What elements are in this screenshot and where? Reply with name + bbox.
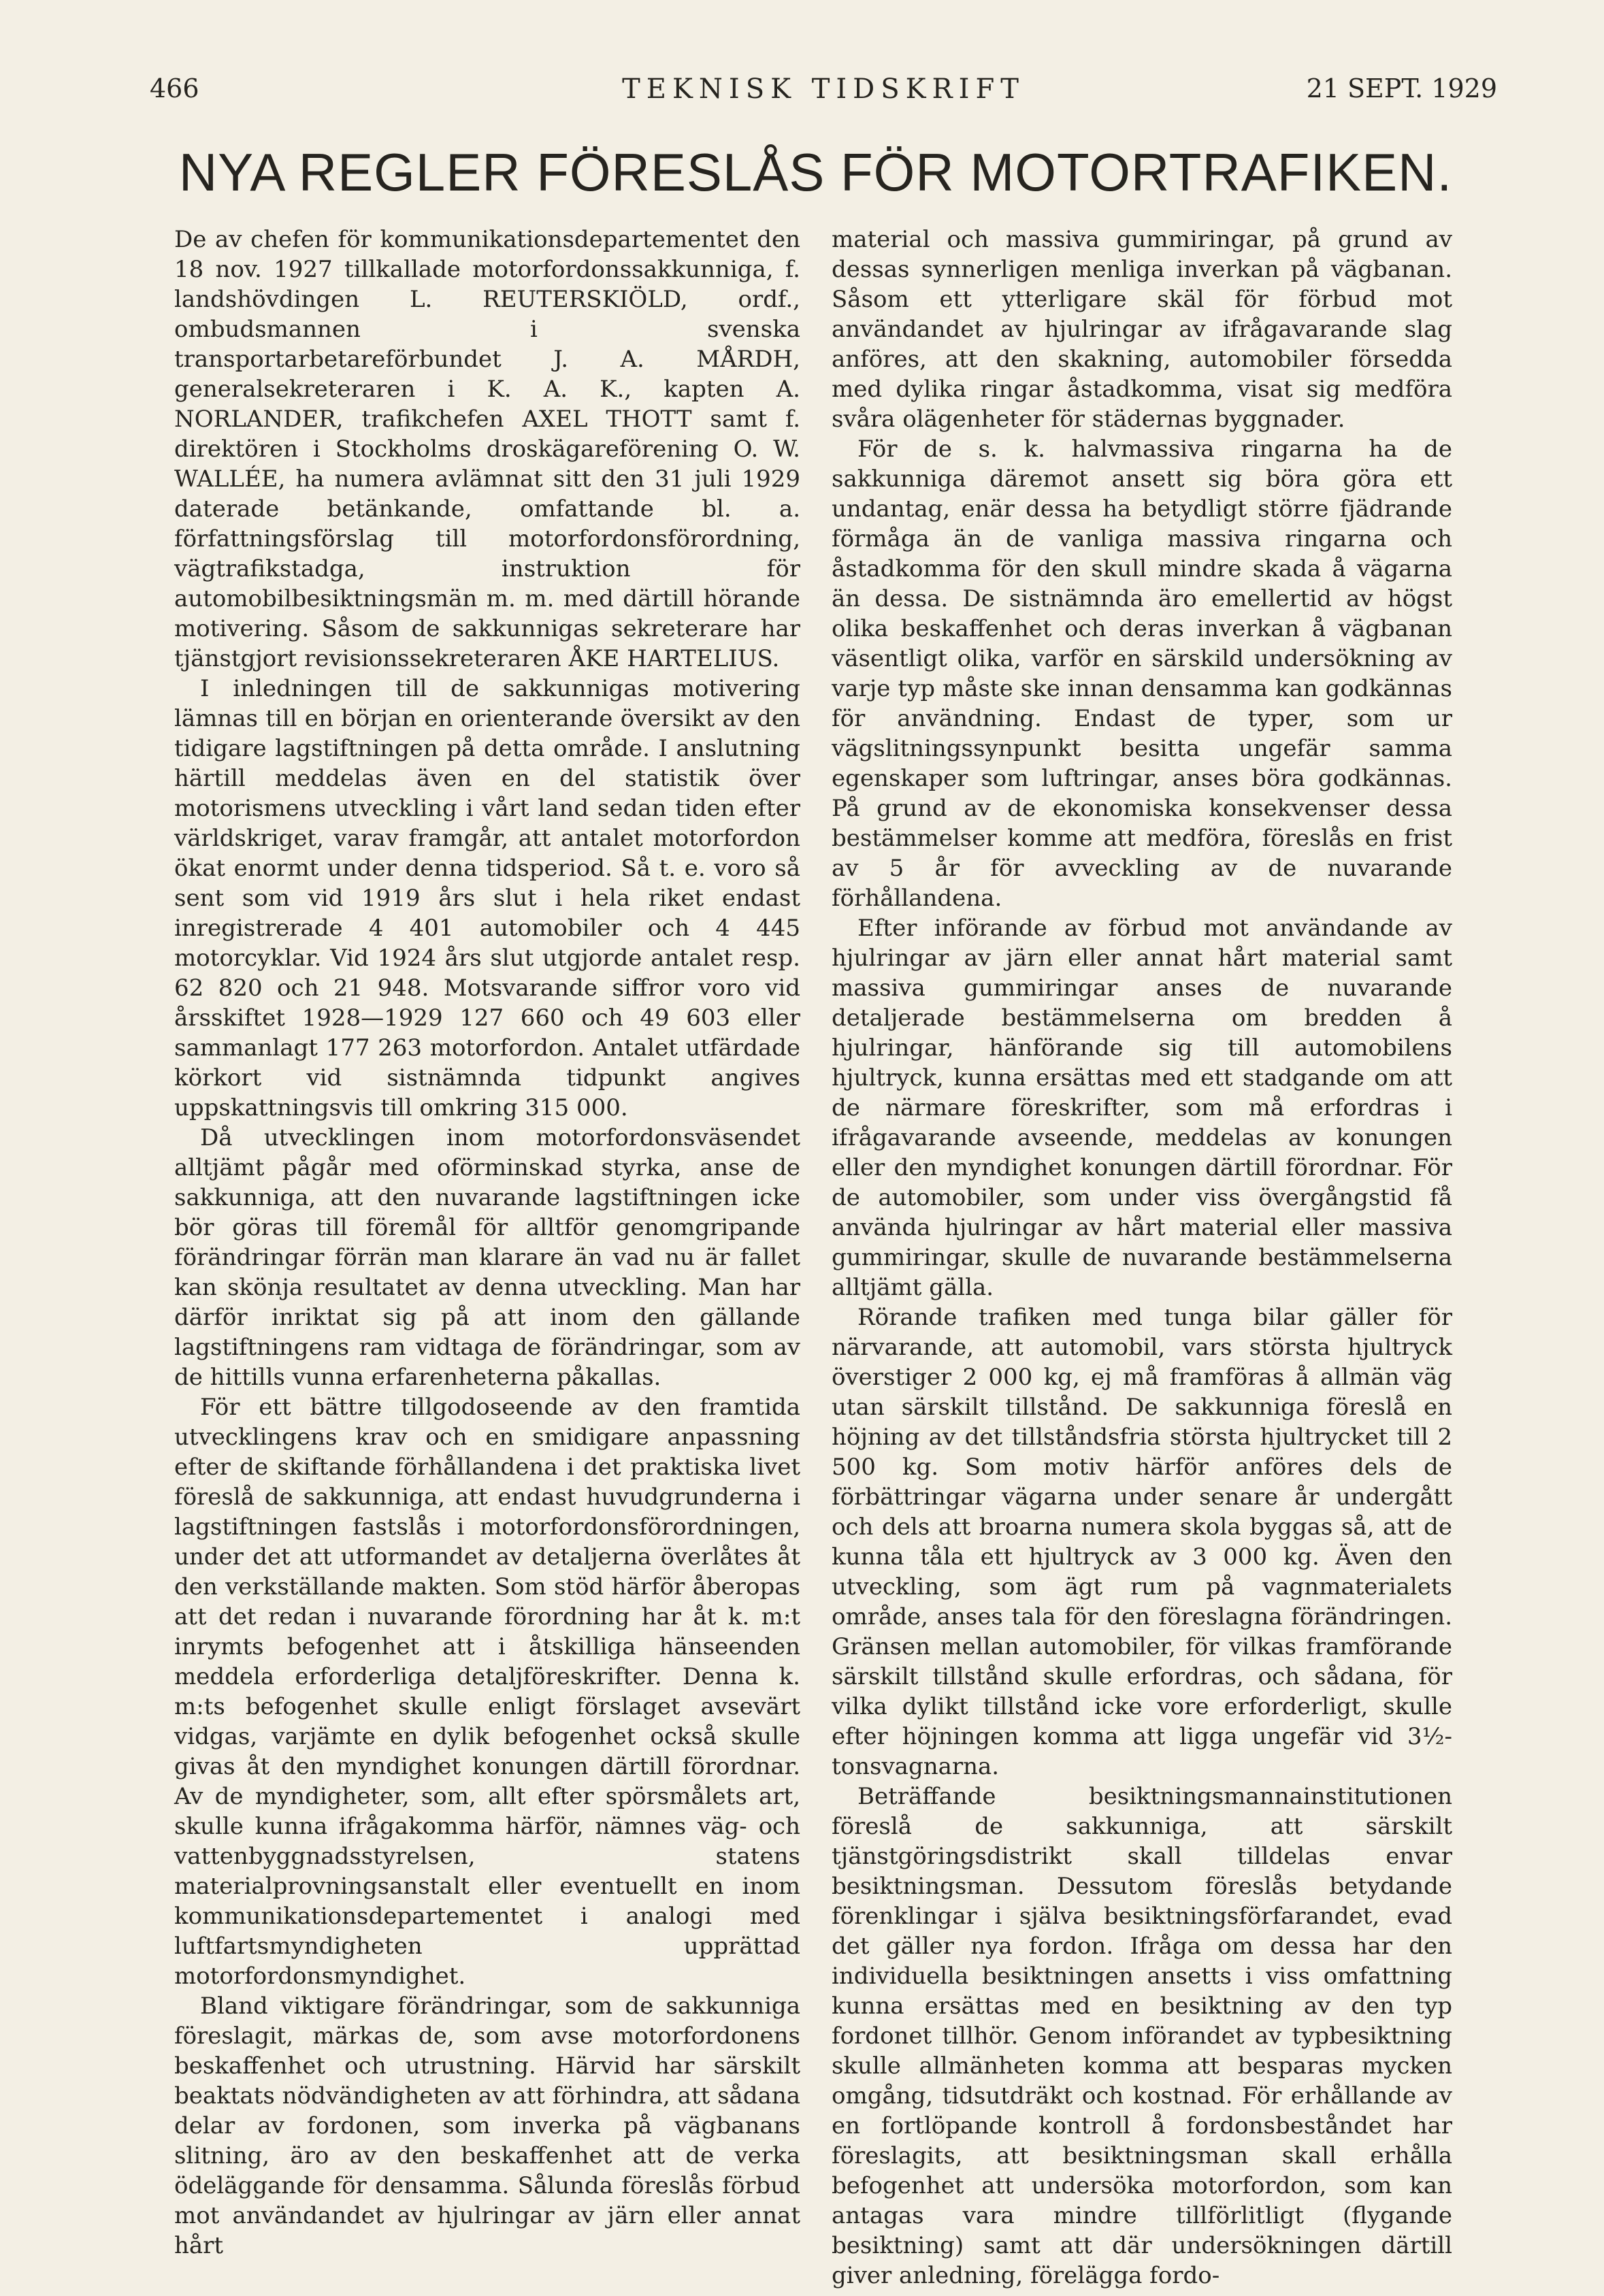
paragraph: De av chefen för kommunikationsdepartementet den 18 nov. 1927 tillkallade motorfordonssakkunniga, f. landshövdingen L. REUTERSKIÖLD, ordf., ombudsmannen i svenska transportarbetareförbundet J. A. MÅRDH, generalsekreteraren i K. A. K., kapten A. NORLANDER, trafikchefen AXEL THOTT samt f. direktören i Stockholms droskägareförening O. W. WALLÉE, ha numera avlämnat sitt den 31 juli 1929 daterade betänkande, omfattande bl. a. författningsförslag till motorfordonsförordning, vägtrafikstadga, instruktion för automobilbesiktningsmän m. m. med därtill hörande motivering. Såsom de sakkunnigas sekreterare har tjänstgjort revisionssekreteraren ÅKE HARTELIUS. (174, 226, 800, 672)
journal-name: TEKNISK TIDSKRIFT (622, 73, 1025, 105)
article-title: NYA REGLER FÖRESLÅS FÖR MOTORTRAFIKEN. (178, 142, 1453, 202)
paragraph: Då utvecklingen inom motorfordonsväsendet alltjämt pågår med oförminskad styrka, anse de sakkunniga, att den nuvarande lagstiftningen icke bör göras till föremål för alltför genomgripande förändringar förrän man klarare än vad nu är fallet kan skönja resultatet av denna utveckling. Man har därför inriktat sig på att inom den gällande lagstiftningens ram vidtaga de förändringar, som av de hittills vunna erfarenheterna påkallas. (174, 1124, 800, 1391)
paragraph: Rörande trafiken med tunga bilar gäller för närvarande, att automobil, vars största hjultryck överstiger 2 000 kg, ej må framföras å allmän väg utan särskilt tillstånd. De sakkunniga föreslå en höjning av det tillståndsfria största hjultrycket till 2 500 kg. Som motiv härför anföres dels de förbättringar vägarna under senare år undergått och dels att broarna numera skola byggas så, att de kunna tåla ett hjultryck av 3 000 kg. Även den utveckling, som ägt rum på vagnmaterialets område, anses tala för den föreslagna förändringen. Gränsen mellan automobiler, för vilkas framförande särskilt tillstånd skulle erfordras, och sådana, för vilka dylikt tillstånd icke vore erforderligt, skulle efter höjningen komma att ligga ungefär vid 3½-tonsvagnarna. (832, 1304, 1452, 1780)
paragraph: För de s. k. halvmassiva ringarna ha de sakkunniga däremot ansett sig böra göra ett undantag, enär dessa ha betydligt större fjädrande förmåga än de vanliga massiva ringarna och åstadkomma för den skull mindre skada å vägarna än dessa. De sistnämnda äro emellertid av högst olika beskaffenhet och deras inverkan å vägbanan väsentligt olika, varför en särskild undersökning av varje typ måste ske innan densamma kan godkännas för användning. Endast de typer, som ur vägslitningssynpunkt besitta ungefär samma egenskaper som luftringar, anses böra godkännas. På grund av de ekonomiska konsekvenser dessa bestämmelser komme att medföra, föreslås en frist av 5 år för avveckling av de nuvarande förhållandena. (832, 436, 1452, 912)
left-column (174, 225, 800, 2261)
paragraph: I inledningen till de sakkunnigas motivering lämnas till en början en orienterande översikt av den tidigare lagstiftningen på detta område. I anslutning härtill meddelas även en del statistik över motorismens utveckling i vårt land sedan tiden efter världskriget, varav framgår, att antalet motorfordon ökat enormt under denna tidsperiod. Så t. e. voro så sent som vid 1919 års slut i hela riket endast inregistrerade 4 401 automobiler och 4 445 motorcyklar. Vid 1924 års slut utgjorde antalet resp. 62 820 och 21 948. Motsvarande siffror voro vid årsskiftet 1928—1929 127 660 och 49 603 eller sammanlagt 177 263 motorfordon. Antalet utfärdade körkort vid sistnämnda tidpunkt angives uppskattningsvis till omkring 315 000. (174, 675, 800, 1121)
page-header (150, 73, 1497, 114)
paragraph: För ett bättre tillgodoseende av den framtida utvecklingens krav och en smidigare anpassning efter de skiftande förhållandena i det praktiska livet föreslå de sakkunniga, att endast huvudgrunderna i lagstiftningen fastslås i motorfordonsförordningen, under det att utformandet av detaljerna överlåtes åt den verkställande makten. Som stöd härför åberopas att det redan i nuvarande förordning har åt k. m:t inrymts befogenhet att i åtskilliga hänseenden meddela erforderliga detaljföreskrifter. Denna k. m:ts befogenhet skulle enligt förslaget avsevärt vidgas, varjämte en dylik befogenhet också skulle givas åt den myndighet konungen därtill förordnar. Av de myndigheter, som, allt efter spörsmålets art, skulle kunna ifrågakomma härför, nämnes väg- och vattenbyggnadsstyrelsen, statens materialprovningsanstalt eller eventuellt en inom kommunikationsdepartementet i analogi med luftfartsmyndigheten upprättad motorfordonsmyndighet. (174, 1394, 800, 1990)
paragraph: Beträffande besiktningsmannainstitutionen föreslå de sakkunniga, att särskilt tjänstgöringsdistrikt skall tilldelas envar besiktningsman. Dessutom föreslås betydande förenklingar i själva besiktningsförfarandet, evad det gäller nya fordon. Ifråga om dessa har den individuella besiktningen ansetts i viss omfattning kunna ersättas med en besiktning av den typ fordonet tillhör. Genom införandet av typbesiktning skulle allmänheten komma att besparas mycken omgång, tidsutdräkt och kostnad. För erhållande av en fortlöpande kontroll å fordonsbeståndet har föreslagits, att besiktningsman skall erhålla befogenhet att undersöka motorfordon, som kan antagas vara mindre tillförlitligt (flygande besiktning) samt att där undersökningen därtill giver anledning, förelägga fordo- (832, 1783, 1452, 2289)
page-number: 466 (150, 73, 199, 103)
paragraph: Efter införande av förbud mot användande av hjulringar av järn eller annat hårt material samt massiva gummiringar anses de nuvarande detaljerade bestämmelserna om bredden å hjulringar, hänförande sig till automobilens hjultryck, kunna ersättas med ett stadgande om att de närmare föreskrifter, som må erfordras i ifrågavarande avseende, meddelas av konungen eller den myndighet konungen därtill förordnar. För de automobiler, som under viss övergångstid få använda hjulringar av hårt material eller massiva gummiringar, skulle de nuvarande bestämmelserna alltjämt gälla. (832, 915, 1452, 1301)
paragraph: material och massiva gummiringar, på grund av dessas synnerligen menliga inverkan på vägbanan. Såsom ett ytterligare skäl för förbud mot användandet av hjulringar av ifrågavarande slag anföres, att den skakning, automobiler försedda med dylika ringar åstadkomma, visat sig medföra svåra olägenheter för städernas byggnader. (832, 226, 1452, 433)
issue-date: 21 SEPT. 1929 (1306, 73, 1497, 103)
right-column (832, 225, 1452, 2291)
paragraph: Bland viktigare förändringar, som de sakkunniga föreslagit, märkas de, som avse motorfordonens beskaffenhet och utrustning. Härvid har särskilt beaktats nödvändigheten av att förhindra, att sådana delar av fordonen, som inverka på vägbanans slitning, äro av den beskaffenhet att de verka ödeläggande för densamma. Sålunda föreslås förbud mot användandet av hjulringar av järn eller annat hårt (174, 1992, 800, 2259)
